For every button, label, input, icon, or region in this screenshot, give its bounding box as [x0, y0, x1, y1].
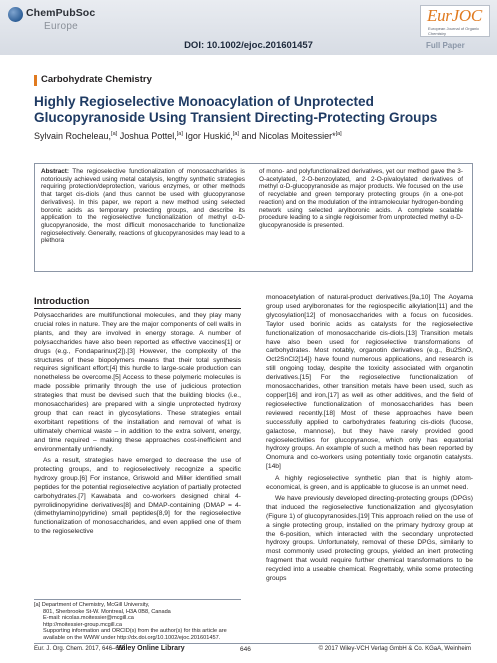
footnote-url[interactable]: http://moitessier-group.mcgill.ca	[43, 621, 122, 628]
article-type: Full Paper	[426, 41, 465, 50]
paragraph: A highly regioselective synthetic plan that is highly atom-economical, is green, and is applicable to glucose is an unmet need.	[266, 474, 473, 491]
body-column-left	[34, 312, 241, 540]
globe-icon	[8, 7, 23, 22]
introduction-heading: Introduction	[34, 296, 90, 307]
journal-subtitle: European Journal of Organic Chemistry	[428, 26, 480, 36]
paragraph: Polysaccharides are multifunctional molecules, and they play many crucial roles in nature. They are the major components of cell walls in plants, and they are involved in energy storage. A number of polysaccharides have also been reported as effective vaccines[1] or drugs (e.g., Fondaparinux[2]).[3] However, the complexity of the structures of these biopolymers means that their total synthesis requires significant effort;[4] this hurdle to large-scale production can nonetheless be overcome.[5] Access to these polymeric molecules is made possible primarily through the use of judicious protection strategies that must be devised such that the building blocks (i.e., monosaccharides) are prepared with a single unprotected hydroxy group that can react in glycosylations. These strategies entail exorbitant repetitions of the installation and removal of what is ultimately chemical waste – in addition to the extra solvent, energy, and time required – making these approaches cost-inefficient and environmentally unfriendly.	[34, 312, 241, 453]
section-marker	[34, 75, 37, 86]
footnote-line: [a] Department of Chemistry, McGill University,	[34, 602, 150, 608]
body-column-right	[266, 294, 473, 587]
author-list	[34, 131, 342, 141]
abstract-label: Abstract:	[41, 168, 70, 175]
footnote-line: Supporting information and ORCID(s) from the author(s) for this article are	[43, 628, 227, 634]
footnote-line[interactable]: available on the WWW under http://dx.doi.org/10.1002/ejoc.201601457.	[43, 634, 221, 641]
paragraph: monoacetylation of natural-product derivatives.[9a,10] The Aoyama group used arylboronates for the regiospecific alkylation[11] and the glycosylation[12] of monosaccharides with a focus on fucosides. Taylor used borinic acids as catalysts for the regioselective functionalization of monosaccharide cis-diols.[13] Transition metals have also been used for regioselective transformations of carbohydrates. Most notably, organotin derivatives (e.g., Bu2SnO, Oct2SnCl2[14]) have found numerous applications, and research is still ongoing today, despite the toxicity associated with organotin derivatives.[15] For the regioselective functionalization of monosaccharides, other transition metals have been used, such as copper[16] and iron,[17] as well as other additives, and the field of regioselective functionalization of monosaccharides has been reviewed recently.[18] Most of these approaches have been successfully applied to carbohydrates featuring cis-diols (fucose, galactose, mannose), but they have rarely provided good regioselectivities for glucopyranose, which only has equatorial hydroxy groups. An example of such a method has been reported by Onomura and co-workers using potentially toxic organotin catalysts.[14b]	[266, 294, 473, 471]
footnote-email[interactable]: E-mail: nicolas.moitessier@mcgill.ca	[43, 615, 134, 621]
affiliation-mark: [a]	[335, 131, 342, 137]
footer-citation: Eur. J. Org. Chem. 2017, 646–656	[34, 646, 126, 652]
author-3: Igor Huskić,	[185, 131, 233, 141]
page-number: 646	[240, 646, 251, 653]
footer-rule	[34, 643, 471, 644]
paragraph: As a result, strategies have emerged to decrease the use of protecting groups, and to regioselectively recognize a specific hydroxy group.[6] For instance, Griswold and Miller identified small peptides for the potential regioselective acylation of partially protected carbohydrates.[7] Kawabata and co-workers designed chiral 4-pyrrolidinopyridine derivatives[8] and DMAP-containing (DMAP = 4-(dimethylamino)pyridine) small peptides[8,9] for the regioselective functionalization of monosaccharides, and even applied one of them to the regioselective	[34, 457, 241, 536]
abstract-box	[34, 163, 473, 272]
copyright: © 2017 Wiley-VCH Verlag GmbH & Co. KGaA, Weinheim	[318, 646, 471, 652]
footnote-line: 801, Sherbrooke St-W. Montreal, H3A 0B8, Canada	[43, 608, 171, 615]
author-2: Joshua Pottel,	[119, 131, 177, 141]
doi-link[interactable]: DOI: 10.1002/ejoc.201601457	[184, 40, 313, 51]
footnotes	[34, 602, 241, 641]
author-1: Sylvain Rocheleau,	[34, 131, 112, 141]
affiliation-mark: [a]	[176, 131, 183, 137]
abstract-text-left: The regioselective functionalization of monosaccharides is notoriously achieved using metal catalysis, lengthy synthetic strategies requiring protection/deprotection, various enzymes, or other methods that target cis-diols (and thus cannot be used with glucopyranose derivatives). In this paper, we report a new method using selected boronic acids as temporary protecting groups, and describe its application to the regioselective functionalization of methyl α-D-glucopyranoside, the most difficult monosaccharide to functionalize regioselectively. Generally, reactions of glucopyranosides may lead to a plethora	[41, 168, 245, 245]
article-title: Highly Regioselective Monoacylation of Unprotected Glucopyranoside Using Transient Directing-Protecting Groups	[34, 94, 438, 125]
journal-title: EurJOC	[427, 6, 482, 25]
author-4: and Nicolas Moitessier*	[241, 131, 336, 141]
chempubsoc-logo	[8, 5, 128, 35]
affiliation-mark: [a]	[111, 131, 118, 137]
section-label: Carbohydrate Chemistry	[41, 74, 152, 85]
journal-logo	[420, 5, 490, 37]
footnote-rule	[34, 599, 241, 600]
wiley-online-library-link[interactable]: Wiley Online Library	[117, 645, 185, 652]
publisher-region: Europe	[44, 21, 79, 32]
heading-rule	[34, 308, 241, 309]
abstract-right: of mono- and polyfunctionalized derivatives, yet our method gave the 3-O-acetylated, 2-O-benzoylated, and 2-O-pivaloylated derivatives of methyl α-D-glucopyranoside as major products. We focused on the use of recyclable and green temporary protecting groups (in a one-pot reaction) and on the modulation of the intramolecular hydrogen-bonding network using selected arylboronic acids. A complete scalable procedure leading to a single regioisomer from unprotected methyl α-D-glucopyranoside is presented.	[259, 168, 463, 229]
publisher-name: ChemPubSoc	[26, 7, 96, 19]
abstract-left	[41, 168, 245, 245]
paragraph: We have previously developed directing-protecting groups (DPGs) that induced the regioselective functionalization and glycosylation (Figure 1) of glucopyranosides.[19] This approach relied on the use of a single protecting group, installed on the primary hydroxy group at the 6-position, which interacted with the secondary unprotected hydroxy groups. Unfortunately, removal of these DPGs, similarly to most commonly used protecting groups, yielded an inert protecting fragment that would require further chemical transformations to be recycled into a useable chemical. Regrettably, while some protecting groups	[266, 494, 473, 583]
affiliation-mark: [a]	[232, 131, 240, 137]
